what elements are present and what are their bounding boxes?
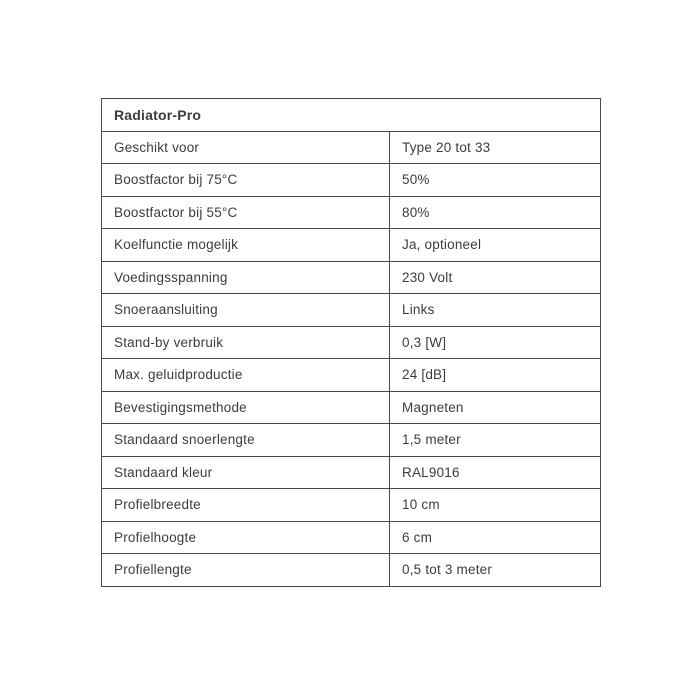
spec-value: 80% bbox=[390, 196, 601, 229]
spec-value: 50% bbox=[390, 164, 601, 197]
spec-label: Bevestigingsmethode bbox=[102, 391, 390, 424]
spec-label: Standaard snoerlengte bbox=[102, 424, 390, 457]
spec-value: 0,3 [W] bbox=[390, 326, 601, 359]
spec-row bbox=[102, 196, 601, 229]
spec-value: Links bbox=[390, 294, 601, 327]
spec-value: 230 Volt bbox=[390, 261, 601, 294]
spec-label: Profiellengte bbox=[102, 554, 390, 587]
spec-value: RAL9016 bbox=[390, 456, 601, 489]
spec-label: Snoeraansluiting bbox=[102, 294, 390, 327]
spec-label: Stand-by verbruik bbox=[102, 326, 390, 359]
spec-label: Profielhoogte bbox=[102, 521, 390, 554]
spec-row bbox=[102, 261, 601, 294]
spec-value: 1,5 meter bbox=[390, 424, 601, 457]
spec-label: Geschikt voor bbox=[102, 131, 390, 164]
spec-value: 24 [dB] bbox=[390, 359, 601, 392]
spec-row bbox=[102, 521, 601, 554]
spec-row bbox=[102, 229, 601, 262]
table-title: Radiator-Pro bbox=[102, 99, 601, 132]
spec-value: Ja, optioneel bbox=[390, 229, 601, 262]
spec-row bbox=[102, 489, 601, 522]
spec-label: Standaard kleur bbox=[102, 456, 390, 489]
spec-label: Boostfactor bij 55°C bbox=[102, 196, 390, 229]
spec-value: Magneten bbox=[390, 391, 601, 424]
spec-row bbox=[102, 131, 601, 164]
spec-label: Boostfactor bij 75°C bbox=[102, 164, 390, 197]
spec-row bbox=[102, 554, 601, 587]
spec-value: 6 cm bbox=[390, 521, 601, 554]
spec-label: Koelfunctie mogelijk bbox=[102, 229, 390, 262]
spec-label: Voedingsspanning bbox=[102, 261, 390, 294]
spec-row bbox=[102, 391, 601, 424]
spec-value: 0,5 tot 3 meter bbox=[390, 554, 601, 587]
spec-row bbox=[102, 164, 601, 197]
spec-value: Type 20 tot 33 bbox=[390, 131, 601, 164]
spec-label: Profielbreedte bbox=[102, 489, 390, 522]
spec-value: 10 cm bbox=[390, 489, 601, 522]
spec-label: Max. geluidproductie bbox=[102, 359, 390, 392]
spec-row bbox=[102, 359, 601, 392]
spec-row bbox=[102, 424, 601, 457]
table-header-row bbox=[102, 99, 601, 132]
spec-row bbox=[102, 294, 601, 327]
spec-table bbox=[101, 98, 601, 587]
spec-row bbox=[102, 326, 601, 359]
spec-row bbox=[102, 456, 601, 489]
